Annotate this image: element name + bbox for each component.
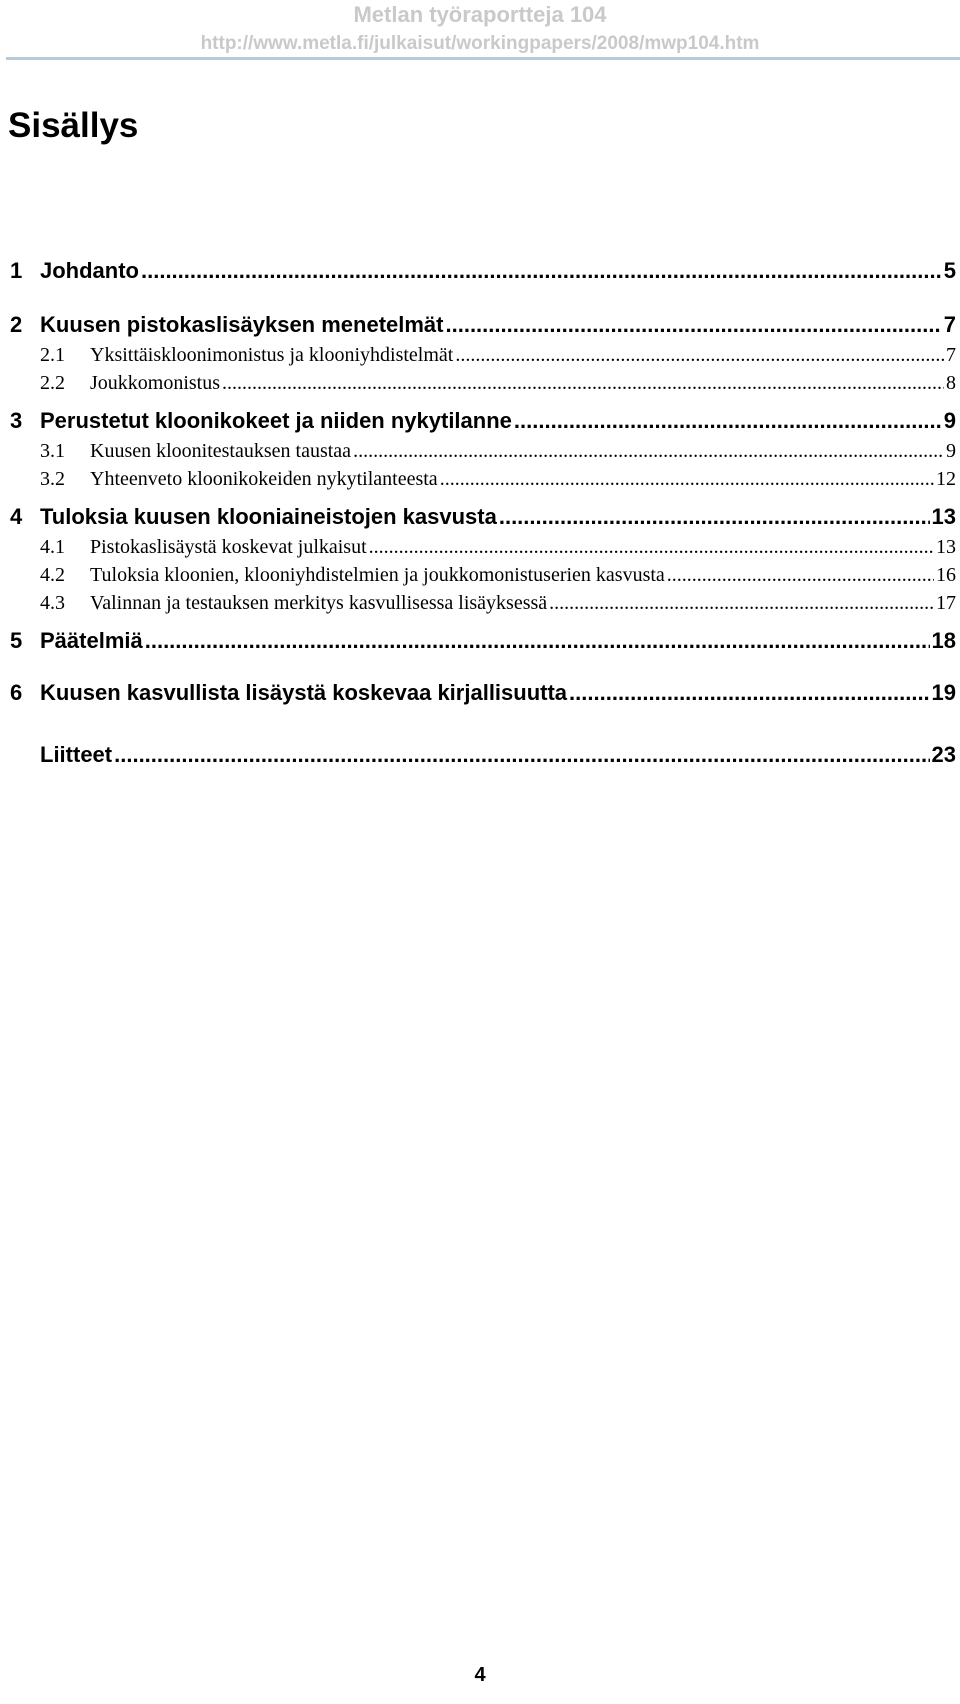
toc-entry-page: 7 [946,344,956,366]
toc-entry-number: 6 [10,680,23,705]
toc-entry-number: 4.2 [40,564,65,586]
toc-entry-title: Yksittäiskloonimonistus ja klooniyhdistelmät [90,344,454,366]
dot-leader [440,468,934,491]
toc-entry-title: Perustetut kloonikokeet ja niiden nykytilanne [40,408,512,433]
toc-entry-title: Valinnan ja testauksen merkitys kasvullisessa lisäyksessä [90,592,548,614]
dot-leader [549,592,934,615]
toc-entry-number: 3.2 [40,468,65,490]
toc-entry-page: 5 [943,258,956,283]
toc-entry-page: 9 [943,408,956,433]
toc-entry-page: 17 [936,592,956,614]
toc-entry-title: Tuloksia kuusen klooniaineistojen kasvusta [40,504,497,529]
running-header [0,0,960,56]
toc-entry-number: 2.1 [40,344,65,366]
dot-leader [369,536,934,559]
toc-entry-number: 2.2 [40,372,65,394]
toc-entry-title: Pistokaslisäystä koskevat julkaisut [90,536,367,558]
toc-entry-number: 3.1 [40,440,65,462]
page-number: 4 [474,1664,486,1686]
header-series: Metlan työraportteja 104 [353,2,607,27]
toc-entry-page: 19 [931,680,956,705]
toc-entry[interactable] [0,258,960,288]
toc-entry-title: Tuloksia kloonien, klooniyhdistelmien ja joukkomonistuserien kasvusta [90,564,665,586]
dot-leader [145,628,930,654]
toc-entry-page: 9 [946,440,956,462]
toc-entry-page: 18 [931,628,956,653]
toc-entry[interactable] [0,504,960,534]
toc-entry-number: 4 [10,504,23,529]
toc-entry[interactable] [0,680,960,710]
dot-leader [446,312,942,338]
toc-entry-number: 3 [10,408,23,433]
toc-entry-page: 13 [931,504,956,529]
toc-entry-page: 16 [936,564,956,586]
toc-entry-number: 4.1 [40,536,65,558]
toc-entry[interactable] [0,628,960,658]
dot-leader [222,372,944,395]
dot-leader [353,440,944,463]
header-divider [6,57,960,60]
toc-entry-number: 4.3 [40,592,65,614]
dot-leader [114,742,929,768]
toc-entry[interactable] [0,312,960,342]
toc-entry-number: 2 [10,312,23,337]
page-title: Sisällys [8,106,139,145]
dot-leader [667,564,934,587]
toc-entry-title: Päätelmiä [40,628,143,653]
toc-entry-title: Johdanto [40,258,139,283]
toc-entry-number: 5 [10,628,23,653]
toc-entry-number: 1 [10,258,23,283]
toc-entry-title: Kuusen kasvullista lisäystä koskevaa kirjallisuutta [40,680,568,705]
toc-entry-page: 8 [946,372,956,394]
dot-leader [499,504,930,530]
toc-entry-page: 13 [936,536,956,558]
dot-leader [455,344,944,367]
dot-leader [569,680,929,706]
toc-entry[interactable] [0,564,960,594]
header-url: http://www.metla.fi/julkaisut/workingpapers/2008/mwp104.htm [200,33,760,54]
toc-entry[interactable] [0,592,960,622]
toc-entry[interactable] [0,468,960,498]
toc-entry-title: Kuusen pistokaslisäyksen menetelmät [40,312,444,337]
toc-entry[interactable] [0,344,960,374]
dot-leader [141,258,942,284]
dot-leader [514,408,942,434]
toc-entry[interactable] [0,440,960,470]
toc-entry-title: Kuusen kloonitestauksen taustaa [90,440,352,462]
toc-entry-page: 7 [943,312,956,337]
toc-entry-page: 23 [931,742,956,767]
toc-entry-title: Yhteenveto kloonikokeiden nykytilanteesta [90,468,438,490]
toc-entry-title: Joukkomonistus [90,372,221,394]
toc-entry-page: 12 [936,468,956,490]
toc-entry[interactable] [0,372,960,402]
toc-entry[interactable] [0,742,960,772]
toc-entry-title: Liitteet [40,742,113,767]
toc-entry[interactable] [0,536,960,566]
toc-entry[interactable] [0,408,960,438]
